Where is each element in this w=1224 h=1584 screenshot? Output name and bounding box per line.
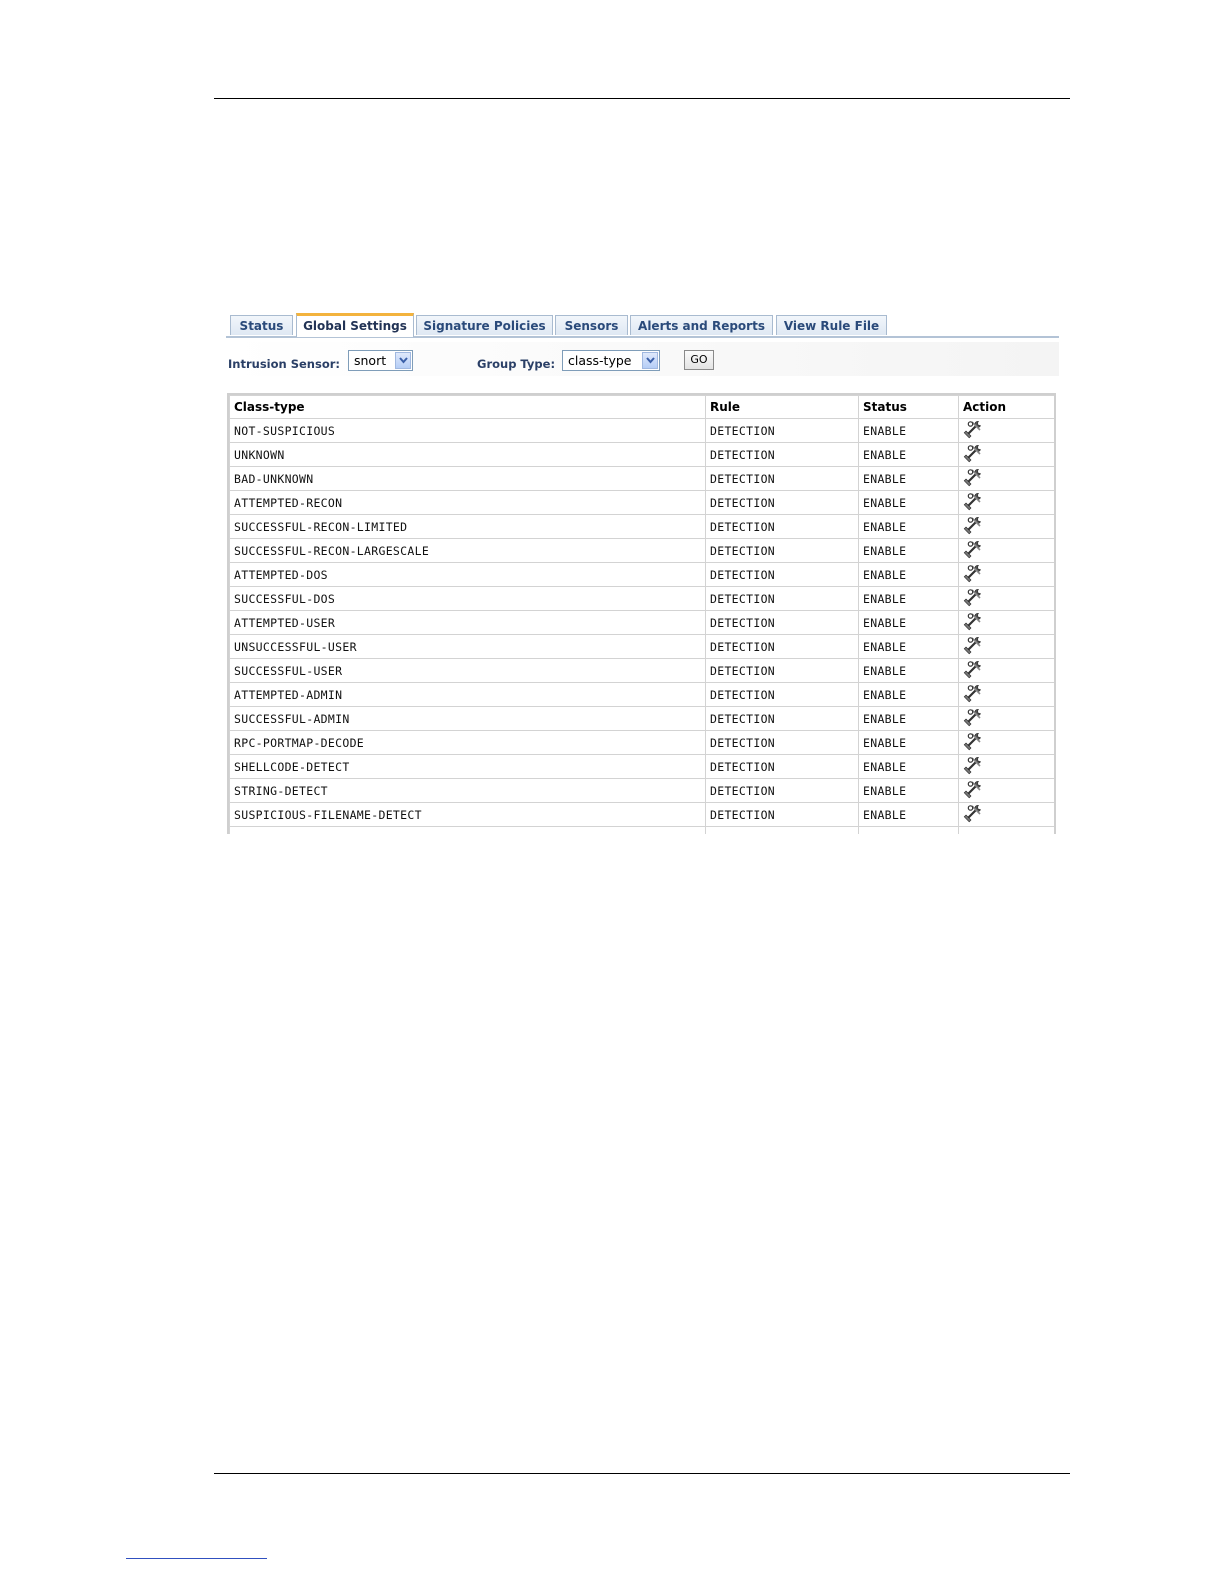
cell-rule: DETECTION bbox=[706, 419, 859, 443]
edit-wrench-icon[interactable] bbox=[963, 515, 983, 535]
cell-status: ENABLE bbox=[859, 515, 959, 539]
table-row bbox=[230, 707, 1056, 731]
chevron-down-icon[interactable] bbox=[642, 352, 658, 369]
table-row bbox=[230, 779, 1056, 803]
cell-rule: DETECTION bbox=[706, 491, 859, 515]
cell-class-type: SUCCESSFUL-USER bbox=[230, 659, 706, 683]
cell-class-type: STRING-DETECT bbox=[230, 779, 706, 803]
table-row bbox=[230, 563, 1056, 587]
edit-wrench-icon[interactable] bbox=[963, 683, 983, 703]
table-row bbox=[230, 635, 1056, 659]
cell-class-type: BAD-UNKNOWN bbox=[230, 467, 706, 491]
footer-link-underline bbox=[126, 1558, 267, 1559]
edit-wrench-icon[interactable] bbox=[963, 539, 983, 559]
tab-status[interactable]: Status bbox=[230, 315, 293, 335]
edit-wrench-icon[interactable] bbox=[963, 659, 983, 679]
edit-wrench-icon[interactable] bbox=[963, 419, 983, 439]
cell-rule: DETECTION bbox=[706, 779, 859, 803]
edit-wrench-icon[interactable] bbox=[963, 635, 983, 655]
page-header-rule bbox=[214, 98, 1070, 99]
go-button[interactable]: GO bbox=[684, 350, 714, 370]
table-row bbox=[230, 803, 1056, 827]
cell-class-type: SUCCESSFUL-ADMIN bbox=[230, 707, 706, 731]
cell-rule: DETECTION bbox=[706, 635, 859, 659]
edit-wrench-icon[interactable] bbox=[963, 755, 983, 775]
cell-class-type: RPC-PORTMAP-DECODE bbox=[230, 731, 706, 755]
cell-action bbox=[959, 587, 1056, 611]
table-row bbox=[230, 659, 1056, 683]
cell-action bbox=[959, 539, 1056, 563]
cell-rule: DETECTION bbox=[706, 563, 859, 587]
cell-action bbox=[959, 419, 1056, 443]
cell-rule: DETECTION bbox=[706, 515, 859, 539]
table-row bbox=[230, 683, 1056, 707]
cell-status: ENABLE bbox=[859, 755, 959, 779]
table-header-row bbox=[230, 396, 1056, 419]
cell-status: ENABLE bbox=[859, 731, 959, 755]
cell-class-type: SUSPICIOUS-FILENAME-DETECT bbox=[230, 803, 706, 827]
cell-action bbox=[959, 659, 1056, 683]
class-type-table-container bbox=[227, 393, 1056, 834]
intrusion-sensor-label: Intrusion Sensor: bbox=[228, 357, 340, 371]
cell-status: ENABLE bbox=[859, 707, 959, 731]
tab-view-rule-file[interactable]: View Rule File bbox=[776, 315, 887, 335]
table-row bbox=[230, 443, 1056, 467]
cell-rule: DETECTION bbox=[706, 539, 859, 563]
cell-rule: DETECTION bbox=[706, 683, 859, 707]
cell-class-type: SUCCESSFUL-RECON-LARGESCALE bbox=[230, 539, 706, 563]
cell-status: ENABLE bbox=[859, 659, 959, 683]
group-type-select[interactable] bbox=[562, 350, 660, 371]
cell-status: ENABLE bbox=[859, 539, 959, 563]
cell-action bbox=[959, 707, 1056, 731]
cell-class-type: UNKNOWN bbox=[230, 443, 706, 467]
column-header-status: Status bbox=[859, 396, 959, 419]
column-header-action: Action bbox=[959, 396, 1056, 419]
tab-alerts-and-reports[interactable]: Alerts and Reports bbox=[630, 315, 773, 335]
cell-rule: DETECTION bbox=[706, 707, 859, 731]
cell-class-type: SUCCESSFUL-DOS bbox=[230, 587, 706, 611]
cell-action bbox=[959, 515, 1056, 539]
cell-status: ENABLE bbox=[859, 491, 959, 515]
cell-rule: DETECTION bbox=[706, 755, 859, 779]
cell-status: ENABLE bbox=[859, 587, 959, 611]
table-row bbox=[230, 539, 1056, 563]
edit-wrench-icon[interactable] bbox=[963, 707, 983, 727]
cell-action bbox=[959, 803, 1056, 827]
chevron-down-icon[interactable] bbox=[395, 352, 411, 369]
cell-status: ENABLE bbox=[859, 419, 959, 443]
edit-wrench-icon[interactable] bbox=[963, 467, 983, 487]
edit-wrench-icon[interactable] bbox=[963, 779, 983, 799]
cell-action bbox=[959, 683, 1056, 707]
edit-wrench-icon[interactable] bbox=[963, 611, 983, 631]
edit-wrench-icon[interactable] bbox=[963, 491, 983, 511]
cell-action bbox=[959, 491, 1056, 515]
cell-status: ENABLE bbox=[859, 635, 959, 659]
table-row-partial bbox=[230, 827, 1056, 835]
cell-rule: DETECTION bbox=[706, 443, 859, 467]
cell-status: ENABLE bbox=[859, 683, 959, 707]
ids-global-settings-screenshot bbox=[226, 312, 1061, 834]
cell-class-type: ATTEMPTED-RECON bbox=[230, 491, 706, 515]
cell-action bbox=[959, 635, 1056, 659]
cell-class-type: ATTEMPTED-DOS bbox=[230, 563, 706, 587]
tab-bar bbox=[226, 312, 1059, 338]
intrusion-sensor-select[interactable] bbox=[348, 350, 413, 371]
table-row bbox=[230, 611, 1056, 635]
tab-global-settings[interactable]: Global Settings bbox=[296, 313, 414, 337]
cell-action bbox=[959, 467, 1056, 491]
cell-rule: DETECTION bbox=[706, 611, 859, 635]
group-type-label: Group Type: bbox=[477, 357, 556, 371]
page-footer-rule bbox=[214, 1473, 1070, 1474]
cell-rule: DETECTION bbox=[706, 467, 859, 491]
cell-status: ENABLE bbox=[859, 803, 959, 827]
cell-action bbox=[959, 611, 1056, 635]
cell-rule: DETECTION bbox=[706, 587, 859, 611]
table-row bbox=[230, 755, 1056, 779]
cell-status: ENABLE bbox=[859, 779, 959, 803]
cell-action bbox=[959, 563, 1056, 587]
cell-action bbox=[959, 731, 1056, 755]
filter-bar bbox=[226, 342, 1059, 376]
intrusion-sensor-value: snort bbox=[354, 353, 387, 368]
column-header-class-type: Class-type bbox=[230, 396, 706, 419]
cell-action bbox=[959, 443, 1056, 467]
cell-action bbox=[959, 779, 1056, 803]
table-row bbox=[230, 491, 1056, 515]
edit-wrench-icon[interactable] bbox=[963, 587, 983, 607]
cell-class-type: SHELLCODE-DETECT bbox=[230, 755, 706, 779]
cell-rule: DETECTION bbox=[706, 659, 859, 683]
table-row bbox=[230, 515, 1056, 539]
table-row bbox=[230, 467, 1056, 491]
cell-status: ENABLE bbox=[859, 467, 959, 491]
cell-class-type: UNSUCCESSFUL-USER bbox=[230, 635, 706, 659]
edit-wrench-icon[interactable] bbox=[963, 803, 983, 823]
edit-wrench-icon[interactable] bbox=[963, 563, 983, 583]
cell-class-type: NOT-SUSPICIOUS bbox=[230, 419, 706, 443]
group-type-value: class-type bbox=[568, 353, 632, 368]
cell-status: ENABLE bbox=[859, 563, 959, 587]
class-type-table bbox=[229, 395, 1056, 834]
edit-wrench-icon[interactable] bbox=[963, 443, 983, 463]
table-row bbox=[230, 731, 1056, 755]
cell-rule: DETECTION bbox=[706, 803, 859, 827]
cell-status: ENABLE bbox=[859, 611, 959, 635]
tab-signature-policies[interactable]: Signature Policies bbox=[416, 315, 553, 335]
table-row bbox=[230, 419, 1056, 443]
cell-class-type: SUCCESSFUL-RECON-LIMITED bbox=[230, 515, 706, 539]
cell-class-type: ATTEMPTED-ADMIN bbox=[230, 683, 706, 707]
cell-class-type: ATTEMPTED-USER bbox=[230, 611, 706, 635]
edit-wrench-icon[interactable] bbox=[963, 731, 983, 751]
tab-sensors[interactable]: Sensors bbox=[555, 315, 628, 335]
cell-rule: DETECTION bbox=[706, 731, 859, 755]
table-row bbox=[230, 587, 1056, 611]
cell-action bbox=[959, 755, 1056, 779]
column-header-rule: Rule bbox=[706, 396, 859, 419]
cell-status: ENABLE bbox=[859, 443, 959, 467]
